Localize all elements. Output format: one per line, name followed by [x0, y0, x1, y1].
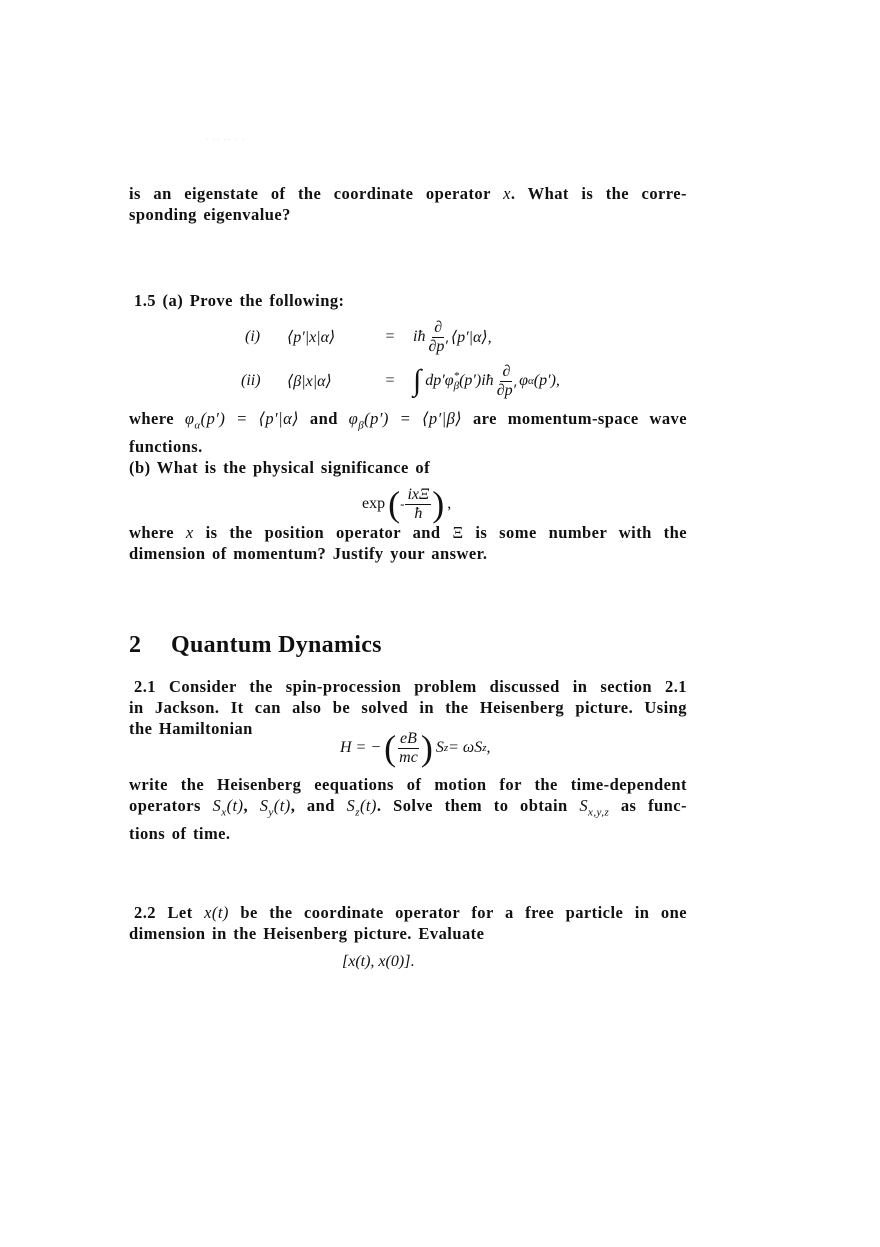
math-expr: (t) — [226, 796, 244, 815]
equation-lhs: ⟨β|x|α⟩ — [287, 373, 332, 390]
problem-2-1-line-6: tions of time. — [129, 824, 231, 844]
math-s: S — [259, 796, 269, 815]
minus-sign: - — [400, 496, 405, 511]
fraction-numerator: ∂ — [434, 318, 443, 336]
math-s: S — [579, 796, 589, 815]
text: be the coordinate operator for a free particle in one — [228, 903, 687, 922]
spin-omega: = ωS — [448, 739, 483, 756]
section-heading — [129, 632, 382, 659]
problem-2-2 — [129, 902, 687, 944]
phi-symbol: φ — [519, 372, 528, 389]
partial-derivative-fraction — [426, 319, 449, 356]
exp-function: exp — [362, 495, 386, 512]
text: are momentum-space wave — [462, 409, 687, 428]
fraction-numerator: ∂ — [502, 362, 511, 380]
equation-ii — [241, 358, 560, 404]
subscript: α — [194, 419, 201, 432]
right-paren: ) — [432, 484, 445, 524]
subscript: x,y,z — [588, 806, 610, 819]
math-expr: (p′) = ⟨p′|α⟩ — [200, 409, 300, 428]
intro-paragraph — [129, 183, 687, 225]
integral-sign: ∫ — [413, 364, 422, 397]
left-paren: ( — [384, 728, 397, 768]
problem-2-1-line-3: the Hamiltonian — [129, 719, 253, 738]
comma: , — [447, 495, 452, 512]
math-expr: (t) — [359, 796, 377, 815]
math-x-of-t: x(t) — [204, 903, 229, 922]
section-number: 2 — [129, 632, 142, 658]
text: where — [129, 523, 186, 542]
wavefunction-definition — [129, 408, 687, 478]
commutator: [x(t), x(0)] — [342, 953, 411, 970]
text: where — [129, 409, 185, 428]
left-paren: ( — [388, 484, 401, 524]
intro-text: is an eigenstate of the coordinate operator — [129, 184, 504, 203]
math-xi: Ξ — [452, 523, 464, 542]
fraction-denominator: ∂p′ — [428, 337, 448, 355]
equation-rhs-suffix: (p′), — [533, 372, 560, 389]
math-x: x — [185, 523, 194, 542]
text: operators — [129, 796, 213, 815]
equation-relation: = — [385, 372, 395, 389]
problem-2-2-line-1 — [129, 902, 687, 923]
right-paren: ) — [420, 728, 433, 768]
comma: , — [486, 739, 491, 756]
math-x: x — [503, 184, 511, 203]
subscript: β — [358, 419, 365, 432]
exponential-equation — [362, 482, 451, 526]
math-phi: φ — [348, 409, 359, 428]
equation-rhs-mid: (p′)iħ — [459, 372, 494, 389]
math-s: S — [346, 796, 356, 815]
math-s: S — [212, 796, 222, 815]
fraction-numerator: ixΞ — [407, 485, 430, 503]
definition-line-2: functions. — [129, 437, 203, 457]
intro-line-1 — [129, 183, 687, 204]
equation-relation: = — [385, 328, 395, 345]
fraction-denominator: ∂p′ — [496, 381, 517, 399]
subscript: x — [221, 806, 227, 819]
fraction-denominator: ħ — [414, 504, 423, 522]
problem-2-1-line-5 — [129, 795, 687, 823]
text: is some number with the — [463, 523, 688, 542]
period: . — [410, 953, 415, 970]
problem-2-1-line-2: in Jackson. It can also be solved in the Heisenberg picture. Using — [129, 698, 687, 717]
equation-rhs-prefix: dp′φ — [425, 372, 454, 389]
problem-2-2-line-2: dimension in the Heisenberg picture. Evaluate — [129, 924, 485, 943]
equation-i — [245, 316, 492, 358]
intro-text: . What is the corre- — [510, 184, 687, 203]
equation-rhs-prefix: iħ — [413, 328, 426, 345]
subscript: z — [443, 742, 449, 754]
fraction-numerator: eB — [400, 729, 417, 747]
math-phi: φ — [184, 409, 195, 428]
problem-2-1-continued — [129, 774, 687, 844]
fraction-denominator: mc — [399, 748, 418, 766]
text: is the position operator and — [193, 523, 453, 542]
commutator-equation — [342, 953, 414, 971]
text: 2.2 Let — [134, 903, 205, 922]
text: , and — [290, 796, 347, 815]
exp-fraction — [405, 486, 431, 523]
explanation-line-1 — [129, 522, 687, 543]
spin-operator: S — [435, 739, 444, 756]
problem-2-1-line-1: 2.1 Consider the spin-procession problem discussed in section 2.1 — [134, 677, 687, 696]
subscript: y — [268, 806, 274, 819]
math-expr: (t) — [273, 796, 291, 815]
exp-explanation — [129, 522, 687, 564]
text: as func- — [609, 796, 687, 815]
hamiltonian-lhs: H = − — [340, 739, 382, 756]
subscript: z — [355, 806, 360, 819]
problem-2-1-line-4: write the Heisenberg eequations of motion for the time-dependent — [129, 775, 687, 794]
definition-line-1 — [129, 408, 687, 436]
explanation-line-2: dimension of momentum? Justify your answer. — [129, 544, 488, 563]
subscript: β — [453, 380, 460, 392]
superscript: * — [453, 370, 460, 382]
section-title: Quantum Dynamics — [171, 632, 382, 658]
part-b-question: (b) What is the physical significance of — [129, 458, 431, 478]
hamiltonian-equation — [340, 724, 490, 772]
equation-lhs: ⟨p′|x|α⟩ — [287, 329, 336, 346]
hamiltonian-fraction — [397, 730, 420, 767]
text: . Solve them to obtain — [376, 796, 580, 815]
problem-1-5-label: 1.5 (a) Prove the following: — [134, 291, 345, 310]
intro-line-2: sponding eigenvalue? — [129, 205, 291, 224]
partial-derivative-fraction — [495, 363, 518, 400]
equation-tag: (ii) — [241, 372, 261, 389]
faint-header-artifact: · ·· ·· · · — [205, 132, 245, 146]
math-expr: (p′) = ⟨p′|β⟩ — [364, 409, 463, 428]
text: and — [299, 409, 349, 428]
equation-tag: (i) — [245, 328, 261, 345]
text: , — [243, 796, 260, 815]
subscript: z — [482, 742, 487, 754]
equation-rhs-suffix: ⟨p′|α⟩, — [450, 329, 492, 346]
subscript: α — [527, 375, 534, 387]
